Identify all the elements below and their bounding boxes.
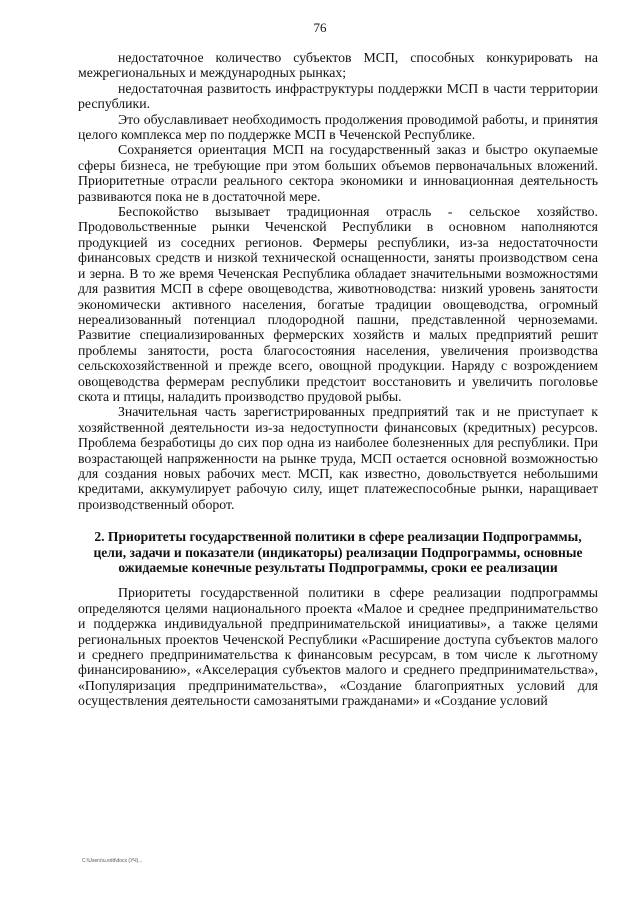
- paragraph: Приоритеты государственной политики в сфере реализации подпрограммы определяются целями национального проекта «Малое и среднее предпринимательство и поддержка индивидуальной предпринимательской инициативы», а также целями региональных проектов Чеченской Республики «Расширение доступа субъектов малого и среднего предпринимательства к финансовым ресурсам, в том числе к льготному финансированию», «Акселерация субъектов малого и среднего предпринимательства», «Популяризация предпринимательства», «Создание благоприятных условий для осуществления деятельности самозанятыми гражданами» и «Создание условий: [78, 585, 598, 709]
- paragraph: Значительная часть зарегистрированных предприятий так и не приступает к хозяйственной деятельности из-за недоступности финансовых (кредитных) ресурсов. Проблема безработицы до сих пор одна из наиболее болезненных для республики. При возрастающей напряженности на рынке труда, МСП остается основной возможностью для создания новых рабочих мест. МСП, как известно, довольствуется небольшими кредитами, аккумулирует рабочую силу, ищет платежеспособные рынки, наращивает производственный оборот.: [78, 404, 598, 512]
- paragraph: недостаточная развитость инфраструктуры поддержки МСП в части территории республики.: [78, 80, 598, 112]
- section-heading: 2. Приоритеты государственной политики в сфере реализации Подпрограммы, цели, задачи и показатели (индикаторы) реализации Подпрограммы, основные ожидаемые конечные результаты Подпрограммы, сроки ее реализации: [93, 529, 583, 575]
- page-number: 76: [313, 20, 327, 35]
- footer-path: С:\Users\u.edit\docx (УЧ)...: [82, 858, 143, 864]
- paragraph: Сохраняется ориентация МСП на государственный заказ и быстро окупаемые сферы бизнеса, не требующие при этом больших объемов первоначальных вложений. Приоритетные отрасли реального сектора экономики и инновационная деятельность развиваются пока не в достаточной мере.: [78, 142, 598, 204]
- paragraph: Это обуславливает необходимость продолжения проводимой работы, и принятия целого комплекса мер по поддержке МСП в Чеченской Республике.: [78, 111, 598, 143]
- paragraph: Беспокойство вызывает традиционная отрасль - сельское хозяйство. Продовольственные рынки Чеченской Республики в основном наполняются продукцией из соседних регионов. Фермеры республики, из-за недостаточности финансовых средств и низкой технической оснащенности, заняты производством сена и зерна. В то же время Чеченская Республика обладает значительными возможностями для развития МСП в сфере овощеводства, животноводства: низкий уровень занятости экономически активного населения, богатые традиции овощеводства, огромный нереализованный потенциал плодородной пашни, представленной черноземами. Развитие специализированных фермерских хозяйств и малых предприятий решит проблемы занятости, роста благосостояния населения, увеличения производства сельскохозяйственной и прежде всего, овощной продукции. Наряду с возрождением овощеводства фермерам республики предстоит восстановить и увеличить поголовье скота и птицы, наладить производство прудовой рыбы.: [78, 204, 598, 404]
- document-body: [78, 50, 598, 709]
- paragraph: недостаточное количество субъектов МСП, способных конкурировать на межрегиональных и международных рынках;: [78, 50, 598, 81]
